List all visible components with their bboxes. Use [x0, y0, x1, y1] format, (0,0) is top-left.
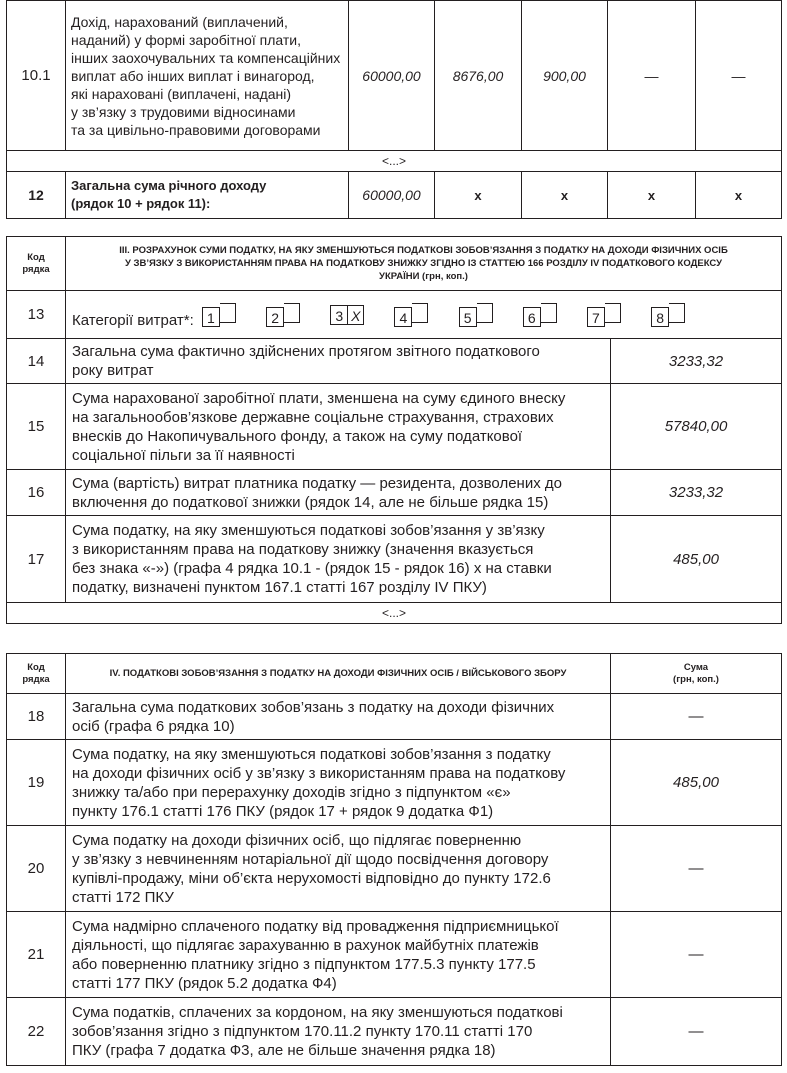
row-code: 16 — [7, 470, 66, 516]
cell-x: x — [608, 172, 696, 219]
row-code: 18 — [7, 694, 66, 740]
row-value: 485,00 — [611, 516, 782, 603]
ellipsis: <...> — [7, 603, 782, 624]
section-3-header — [7, 237, 782, 291]
row-code: 20 — [7, 826, 66, 912]
row-description: Загальна сума фактично здійснених протягом звітного податкового року витрат — [66, 339, 611, 384]
row-value: — — [611, 998, 782, 1066]
row-19 — [7, 740, 782, 826]
row-code: 19 — [7, 740, 66, 826]
ellipsis-row — [7, 151, 782, 172]
row-description: Сума (вартість) витрат платника податку — резидента, дозволених до включення до податкової знижки (рядок 14, але не більше рядка 15) — [66, 470, 611, 516]
row-code: 22 — [7, 998, 66, 1066]
row-value: 3233,32 — [611, 339, 782, 384]
row-17 — [7, 516, 782, 603]
row-14 — [7, 339, 782, 384]
section-4-table — [6, 653, 782, 1066]
row-description: Сума податку на доходи фізичних осіб, що підлягає поверненню у зв’язку з невчиненням нотаріальної дії щодо посвідчення договору купівлі-продажу, міни об’єкта нерухомості відповідно до пункту 172.6 статті 172 ПКУ — [66, 826, 611, 912]
row-10-1 — [7, 1, 782, 151]
code-header: Код рядка — [7, 237, 66, 291]
category-box-2[interactable]: 2 — [266, 303, 300, 327]
row-21 — [7, 912, 782, 998]
cell-x: x — [522, 172, 608, 219]
row-description: Сума податків, сплачених за кордоном, на яку зменшуються податкові зобов’язання згідно з підпунктом 170.11.2 пункту 170.11 статті 170 ПКУ (графа 7 додатка Ф3, але не більше значення рядка 18) — [66, 998, 611, 1066]
row-description: Сума надмірно сплаченого податку від провадження підприємницької діяльності, що підлягає зарахуванню в рахунок майбутніх платежів або поверненню платнику згідно з підпунктом 177.5.3 пункту 177.5 статті 177 ПКУ (рядок 5.2 додатка Ф4) — [66, 912, 611, 998]
ellipsis: <...> — [7, 151, 782, 172]
row-value: — — [611, 912, 782, 998]
categories-label: Категорії витрат*: — [72, 312, 194, 329]
row-code: 10.1 — [7, 1, 66, 151]
row-value: 3233,32 — [611, 470, 782, 516]
section-4-header — [7, 654, 782, 694]
amount-header: Сума (грн, коп.) — [611, 654, 782, 694]
row-code: 15 — [7, 384, 66, 470]
cell-value: — — [608, 1, 696, 151]
section-title: III. РОЗРАХУНОК СУМИ ПОДАТКУ, НА ЯКУ ЗМЕНШУЮТЬСЯ ПОДАТКОВІ ЗОБОВ’ЯЗАННЯ З ПОДАТКУ НА ДОХОДИ ФІЗИЧНИХ ОСІБ У ЗВ’ЯЗКУ З ВИКОРИСТАННЯМ ПРАВА НА ПОДАТКОВУ ЗНИЖКУ ЗГІДНО ІЗ СТАТТЕЮ 166 РОЗДІЛУ IV ПОДАТКОВОГО КОДЕКСУ УКРАЇНИ (грн, коп.) — [66, 237, 782, 291]
row-15 — [7, 384, 782, 470]
cell-x: x — [696, 172, 782, 219]
cell-value: 8676,00 — [435, 1, 522, 151]
row-code: 14 — [7, 339, 66, 384]
row-18 — [7, 694, 782, 740]
row-description: Сума нарахованої заробітної плати, зменшена на суму єдиного внеску на загальнообов’язкове державне соціальне страхування, страхових внесків до Накопичувального фонду, а також на суму податкової соціальної пільги за її наявності — [66, 384, 611, 470]
income-table — [6, 0, 782, 219]
row-value: 485,00 — [611, 740, 782, 826]
row-13 — [7, 291, 782, 339]
row-value: — — [611, 826, 782, 912]
cell-value: — — [696, 1, 782, 151]
category-box-1[interactable]: 1 — [202, 303, 236, 327]
category-box-3[interactable]: 3 X — [330, 305, 364, 325]
row-description: Дохід, нарахований (виплачений, наданий) у формі заробітної плати, інших заохочувальних та компенсаційних виплат або інших виплат і винагород, які нараховані (виплачені, надані) у зв’язку з трудовими відносинами та за цивільно-правовими договорами — [66, 1, 349, 151]
row-description: Загальна сума податкових зобов’язань з податку на доходи фізичних осіб (графа 6 рядка 10) — [66, 694, 611, 740]
cell-value: 60000,00 — [349, 172, 435, 219]
row-code: 21 — [7, 912, 66, 998]
row-22 — [7, 998, 782, 1066]
row-code: 17 — [7, 516, 66, 603]
category-box-5[interactable]: 5 — [459, 303, 493, 327]
cell-value: 900,00 — [522, 1, 608, 151]
row-code: 13 — [7, 291, 66, 339]
cell-value: 60000,00 — [349, 1, 435, 151]
category-box-6[interactable]: 6 — [523, 303, 557, 327]
row-16 — [7, 470, 782, 516]
row-description: Загальна сума річного доходу (рядок 10 + рядок 11): — [66, 172, 349, 219]
row-code: 12 — [7, 172, 66, 219]
code-header: Код рядка — [7, 654, 66, 694]
section-title: IV. ПОДАТКОВІ ЗОБОВ’ЯЗАННЯ З ПОДАТКУ НА ДОХОДИ ФІЗИЧНИХ ОСІБ / ВІЙСЬКОВОГО ЗБОРУ — [66, 654, 611, 694]
row-description: Сума податку, на яку зменшуються податкові зобов’язання у зв’язку з використанням права на податкову знижку (значення вказується без знака «-») (графа 4 рядка 10.1 - (рядок 15 - рядок 16) х на ставки податку, визначені пунктом 167.1 статті 167 розділу IV ПКУ) — [66, 516, 611, 603]
expense-categories — [66, 291, 782, 339]
row-value: — — [611, 694, 782, 740]
row-12 — [7, 172, 782, 219]
row-value: 57840,00 — [611, 384, 782, 470]
ellipsis-row — [7, 603, 782, 624]
section-3-table — [6, 236, 782, 624]
cell-x: x — [435, 172, 522, 219]
category-box-8[interactable]: 8 — [651, 303, 685, 327]
category-box-4[interactable]: 4 — [394, 303, 428, 327]
row-20 — [7, 826, 782, 912]
row-description: Сума податку, на яку зменшуються податкові зобов’язання з податку на доходи фізичних осіб у зв’язку з використанням права на податкову знижку та/або при перерахунку доходів згідно з підпунктом «є» пункту 176.1 статті 176 ПКУ (рядок 17 + рядок 9 додатка Ф1) — [66, 740, 611, 826]
category-box-7[interactable]: 7 — [587, 303, 621, 327]
